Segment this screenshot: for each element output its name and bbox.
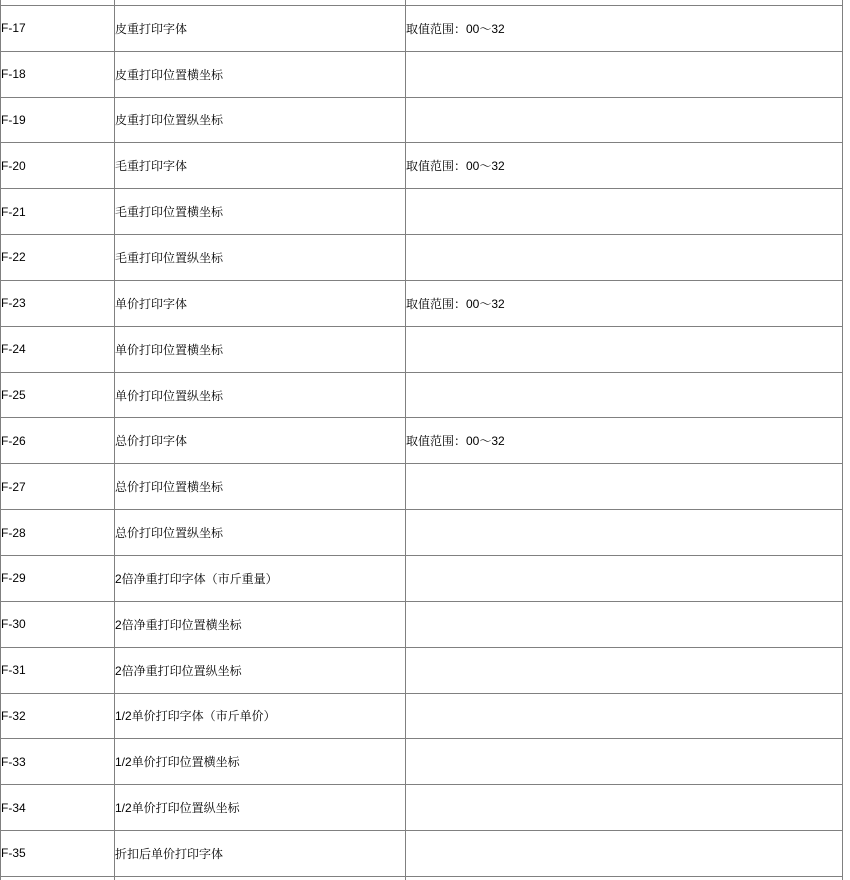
row-description-cell: 2倍净重打印字体（市斤重量）	[115, 555, 406, 601]
row-description-cell: 单价打印字体	[115, 280, 406, 326]
row-code-cell: F-25	[1, 372, 115, 418]
row-code-cell: F-18	[1, 51, 115, 97]
table-row	[1, 785, 843, 831]
table-row	[1, 235, 843, 281]
row-code-cell: F-27	[1, 464, 115, 510]
table-row	[1, 601, 843, 647]
row-range-cell	[406, 876, 843, 880]
row-description-cell: 毛重打印位置纵坐标	[115, 235, 406, 281]
row-description-cell	[115, 876, 406, 880]
row-range-cell	[406, 189, 843, 235]
row-code-cell: F-22	[1, 235, 115, 281]
table-row	[1, 510, 843, 556]
table-row	[1, 418, 843, 464]
table-row	[1, 555, 843, 601]
row-code-cell: F-17	[1, 5, 115, 51]
row-range-cell: 取值范围：00～32	[406, 418, 843, 464]
table-row	[1, 739, 843, 785]
row-code-cell: F-28	[1, 510, 115, 556]
row-description-cell: 毛重打印字体	[115, 143, 406, 189]
row-description-cell: 1/2单价打印位置横坐标	[115, 739, 406, 785]
table-row	[1, 326, 843, 372]
row-description-cell: 1/2单价打印字体（市斤单价）	[115, 693, 406, 739]
row-range-cell	[406, 739, 843, 785]
partial-row	[1, 876, 843, 880]
row-range-cell	[406, 235, 843, 281]
row-range-cell	[406, 97, 843, 143]
row-range-cell	[406, 326, 843, 372]
row-range-cell	[406, 464, 843, 510]
row-code-cell: F-33	[1, 739, 115, 785]
row-code-cell: F-26	[1, 418, 115, 464]
row-code-cell: F-34	[1, 785, 115, 831]
table-row	[1, 831, 843, 877]
row-code-cell: F-31	[1, 647, 115, 693]
row-code-cell: F-35	[1, 831, 115, 877]
table-row	[1, 189, 843, 235]
table-row	[1, 280, 843, 326]
row-description-cell: 总价打印位置纵坐标	[115, 510, 406, 556]
table-row	[1, 5, 843, 51]
row-code-cell	[1, 876, 115, 880]
row-description-cell: 折扣后单价打印字体	[115, 831, 406, 877]
row-code-cell: F-24	[1, 326, 115, 372]
row-description-cell: 单价打印位置纵坐标	[115, 372, 406, 418]
row-code-cell: F-19	[1, 97, 115, 143]
table-row	[1, 372, 843, 418]
row-code-cell: F-20	[1, 143, 115, 189]
row-description-cell: 总价打印字体	[115, 418, 406, 464]
row-range-cell	[406, 372, 843, 418]
row-code-cell: F-30	[1, 601, 115, 647]
row-range-cell	[406, 785, 843, 831]
row-code-cell: F-21	[1, 189, 115, 235]
row-range-cell	[406, 831, 843, 877]
row-range-cell	[406, 510, 843, 556]
row-description-cell: 2倍净重打印位置纵坐标	[115, 647, 406, 693]
row-range-cell	[406, 555, 843, 601]
row-description-cell: 总价打印位置横坐标	[115, 464, 406, 510]
table-row	[1, 647, 843, 693]
row-description-cell: 皮重打印位置横坐标	[115, 51, 406, 97]
row-range-cell	[406, 693, 843, 739]
row-code-cell: F-32	[1, 693, 115, 739]
row-range-cell	[406, 601, 843, 647]
row-description-cell: 皮重打印位置纵坐标	[115, 97, 406, 143]
row-code-cell: F-23	[1, 280, 115, 326]
table-row	[1, 143, 843, 189]
row-description-cell: 1/2单价打印位置纵坐标	[115, 785, 406, 831]
row-range-cell	[406, 51, 843, 97]
table-row	[1, 464, 843, 510]
row-range-cell	[406, 647, 843, 693]
table-row	[1, 97, 843, 143]
row-description-cell: 单价打印位置横坐标	[115, 326, 406, 372]
row-range-cell: 取值范围：00～32	[406, 280, 843, 326]
table-row	[1, 51, 843, 97]
row-description-cell: 皮重打印字体	[115, 5, 406, 51]
row-range-cell: 取值范围：00～32	[406, 143, 843, 189]
table-row	[1, 693, 843, 739]
row-description-cell: 2倍净重打印位置横坐标	[115, 601, 406, 647]
row-code-cell: F-29	[1, 555, 115, 601]
row-description-cell: 毛重打印位置横坐标	[115, 189, 406, 235]
settings-table-body	[1, 0, 843, 880]
row-range-cell: 取值范围：00～32	[406, 5, 843, 51]
